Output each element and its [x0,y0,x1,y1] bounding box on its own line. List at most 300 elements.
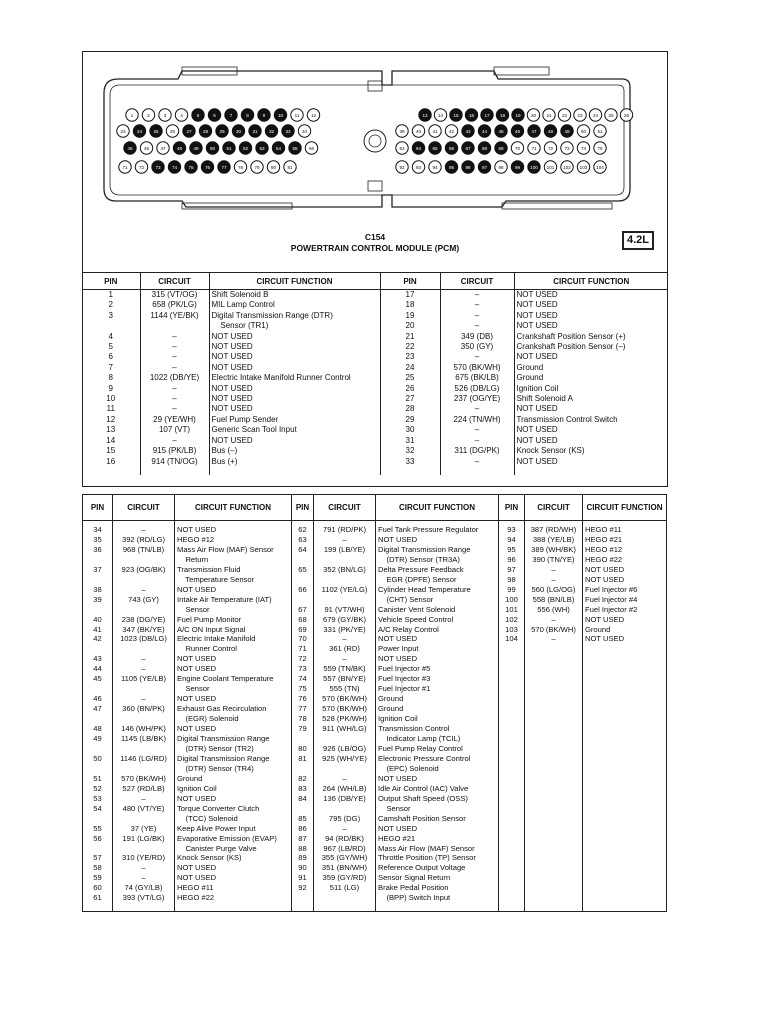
function-cell: NOT USED [514,457,668,467]
empty-cell [314,903,376,911]
function-cell: Digital Transmission Range [175,754,292,764]
pin-cell: 89 [292,853,314,863]
function-cell [583,644,667,654]
pin-cell: 29 [380,415,440,425]
circuit-cell: – [440,352,514,362]
circuit-cell: 1146 (LG/RD) [113,754,175,764]
connector-pin-label: 80 [270,164,277,170]
circuit-cell [314,764,376,774]
circuit-cell [113,714,175,724]
circuit-cell: – [140,363,209,373]
table-row [82,436,668,446]
function-cell: NOT USED [175,873,292,883]
connector-pin-label: 71 [531,145,537,151]
pin-cell: 26 [380,384,440,394]
circuit-cell [525,774,583,784]
connector-pin-label: 103 [579,164,588,170]
table-row [83,545,667,555]
circuit-cell: 556 (WH) [525,605,583,615]
pin-cell [499,873,525,883]
pin-cell: 62 [292,521,314,535]
pin-cell: 69 [292,625,314,635]
circuit-cell: 926 (LB/OG) [314,744,376,754]
function-cell: NOT USED [583,565,667,575]
pin-cell: 20 [380,321,440,331]
pin-cell: 18 [380,300,440,310]
circuit-cell: 570 (BK/WH) [113,774,175,784]
circuit-cell [113,744,175,754]
connector-pin-label: 9 [262,112,266,118]
function-cell: NOT USED [175,694,292,704]
circuit-cell: 351 (BN/WH) [314,863,376,873]
header-circuit: CIRCUIT [113,495,175,521]
connector-pin-label: 71 [122,164,128,170]
function-cell: (BPP) Switch Input [376,893,499,903]
pin-cell: 17 [380,290,440,301]
connector-pin-label: 78 [237,164,244,170]
table-row [82,446,668,456]
connector-pin-label: 34 [301,128,308,134]
bottom-latch-left [182,203,292,209]
connector-pin-label: 45 [498,128,504,134]
function-cell: (DTR) Sensor (TR4) [175,764,292,774]
connector-key-bottom [368,181,382,191]
connector-pin-label: 47 [531,128,537,134]
connector-pin-label: 74 [171,164,178,170]
pin-cell: 33 [380,457,440,467]
circuit-cell: 1105 (YE/LB) [113,674,175,684]
pin-cell: 74 [292,674,314,684]
circuit-cell: 393 (VT/LG) [113,893,175,903]
connector-pin-label: 25 [608,112,614,118]
pin-cell: 100 [499,595,525,605]
function-cell: Throttle Position (TP) Sensor [376,853,499,863]
connector-pin-label: 65 [432,145,438,151]
pin-cell: 61 [93,893,102,903]
pin-cell: 71 [292,644,314,654]
circuit-cell: 350 (GY) [440,342,514,352]
connector-pin-label: 7 [229,112,233,118]
circuit-cell: 91 (VT/WH) [314,605,376,615]
function-cell: NOT USED [175,794,292,804]
function-cell: Sensor [175,684,292,694]
connector-pin-label: 6 [213,112,216,118]
pin-cell [499,704,525,714]
connector-pin-label: 52 [242,145,249,151]
connector-pin-label: 104 [596,164,604,170]
function-cell: Vehicle Speed Control [376,615,499,625]
function-cell: (DTR) Sensor (TR3A) [376,555,499,565]
function-cell: NOT USED [175,863,292,873]
circuit-cell: 527 (RD/LB) [113,784,175,794]
circuit-cell: – [140,342,209,352]
table-row [83,664,667,674]
connector-pin-label: 26 [623,112,630,118]
table-row [83,794,667,804]
circuit-cell: 915 (PK/LB) [140,446,209,456]
table-row [83,575,667,585]
circuit-cell: – [314,774,376,784]
connector-pin-label: 50 [580,128,587,134]
pin-table-2 [82,494,667,912]
connector-pin-label: 44 [481,128,488,134]
pin-cell: 70 [292,634,314,644]
pin-cell: 72 [292,654,314,664]
circuit-cell [525,734,583,744]
function-cell: Sensor [376,804,499,814]
function-cell: NOT USED [209,404,380,414]
connector-pin-label: 70 [514,145,521,151]
connector-pin-label: 94 [432,164,438,170]
function-cell: Fuel Injector #1 [376,684,499,694]
connector-pin-label: 39 [399,128,405,134]
pin-cell: 87 [292,834,314,844]
header-function: CIRCUIT FUNCTION [376,495,499,521]
circuit-cell [314,555,376,565]
function-cell [583,824,667,834]
pin-cell: 30 [380,425,440,435]
function-cell: NOT USED [514,321,668,331]
function-cell: Evaporative Emission (EVAP) [175,834,292,844]
circuit-cell: – [140,394,209,404]
table-row [83,863,667,873]
function-cell: Fuel Injector #4 [583,595,667,605]
circuit-cell [525,834,583,844]
circuit-cell [140,321,209,331]
circuit-cell [113,814,175,824]
function-cell [583,774,667,784]
pin-cell [83,684,113,694]
table-row [83,814,667,824]
header-circuit: CIRCUIT [314,495,376,521]
table-row [82,415,668,425]
circuit-cell: 37 (YE) [113,824,175,834]
function-cell: Engine Coolant Temperature [175,674,292,684]
table-row [83,834,667,844]
pin-cell: 14 [106,435,116,445]
pin-cell: 4 [108,331,113,341]
connector-pin-label: 16 [468,112,475,118]
function-cell: Digital Transmission Range [376,545,499,555]
circuit-cell: 136 (DB/YE) [314,794,376,804]
function-cell: A/C Relay Control [376,625,499,635]
circuit-cell: 107 (VT) [140,425,209,435]
table-row [82,394,668,404]
circuit-cell: – [314,634,376,644]
connector-pin-label: 5 [196,112,200,118]
pin-cell: 56 [93,833,102,843]
connector-pin-label: 21 [546,112,552,118]
header-pin: PIN [380,273,440,290]
function-cell [583,724,667,734]
function-cell: Ignition Coil [175,784,292,794]
header-function: CIRCUIT FUNCTION [583,495,667,521]
circuit-cell: 1023 (DB/LG) [113,634,175,644]
function-cell [583,734,667,744]
circuit-cell [113,764,175,774]
table-row [83,873,667,883]
function-cell: Transmission Control [376,724,499,734]
pin-cell: 68 [292,615,314,625]
pin-cell: 51 [93,773,102,783]
pin-cell: 6 [108,352,113,362]
pin-cell: 46 [93,694,102,704]
function-cell: NOT USED [583,575,667,585]
connector-pin-label: 32 [268,128,275,134]
pin-cell [83,764,113,774]
pin-cell: 12 [106,414,116,424]
function-cell: NOT USED [583,615,667,625]
pin-cell [499,644,525,654]
pin-cell: 40 [93,614,102,624]
circuit-cell [525,644,583,654]
circuit-cell: 914 (TN/OG) [140,457,209,467]
circuit-cell: 570 (BK/WH) [525,625,583,635]
function-cell: NOT USED [175,724,292,734]
circuit-cell: 511 (LG) [314,883,376,893]
function-cell: NOT USED [209,436,380,446]
function-cell: NOT USED [514,436,668,446]
pin-cell: 86 [292,824,314,834]
circuit-cell: 360 (BN/PK) [113,704,175,714]
header-pin: PIN [292,495,314,521]
table-row [82,457,668,467]
circuit-cell: – [525,575,583,585]
function-cell: Runner Control [175,644,292,654]
function-cell [583,863,667,873]
pin-cell: 54 [93,803,102,813]
circuit-cell [525,863,583,873]
table-row [82,342,668,352]
pin-cell: 53 [93,793,102,803]
function-cell: Knock Sensor (KS) [514,446,668,456]
pin-cell: 84 [292,794,314,804]
pin-cell [499,834,525,844]
function-cell: Ignition Coil [376,714,499,724]
function-cell: HEGO #12 [175,535,292,545]
circuit-cell: – [525,634,583,644]
pin-cell: 11 [106,404,115,414]
connector-pin-label: 2 [147,112,150,118]
pin-cell: 50 [93,753,102,763]
pin-cell: 103 [499,625,525,635]
connector-pin-label: 68 [481,145,488,151]
circuit-cell: 199 (LB/YE) [314,545,376,555]
circuit-cell: 352 (BN/LG) [314,565,376,575]
pin-cell: 45 [93,674,102,684]
function-cell: NOT USED [514,311,668,321]
empty-cell [140,467,209,475]
connector-pin-label: 41 [432,128,438,134]
circuit-cell [314,575,376,585]
pin-cell: 31 [380,436,440,446]
pin-cell [292,764,314,774]
table-row [83,555,667,565]
pin-cell: 91 [292,873,314,883]
function-cell [583,844,667,854]
circuit-cell: 389 (WH/BK) [525,545,583,555]
pin-cell: 19 [380,311,440,321]
connector-pin-label: 29 [219,128,225,134]
function-cell: Cylinder Head Temperature [376,585,499,595]
function-cell: Shift Solenoid A [514,394,668,404]
function-cell: NOT USED [175,654,292,664]
function-cell: HEGO #22 [583,555,667,565]
function-cell: HEGO #21 [583,535,667,545]
circuit-cell: 311 (DG/PK) [440,446,514,456]
function-cell: Ground [175,774,292,784]
header-pin: PIN [499,495,525,521]
center-bolt-outer [364,130,386,152]
table-row [83,535,667,545]
circuit-cell: – [140,384,209,394]
pin-cell [499,844,525,854]
pin-cell [292,595,314,605]
circuit-cell: 923 (OG/BK) [113,565,175,575]
function-cell: Fuel Pump Relay Control [376,744,499,754]
function-cell: Intake Air Temperature (IAT) [175,595,292,605]
table-row [83,595,667,605]
function-cell [583,694,667,704]
table-row [83,824,667,834]
connector-pin-label: 14 [437,112,444,118]
circuit-cell: 355 (GY/WH) [314,853,376,863]
empty-cell [525,903,583,911]
pin-cell: 16 [106,456,116,466]
pin-cell [499,664,525,674]
empty-cell [514,467,668,475]
pin-cell [83,744,113,754]
empty-cell [209,467,380,475]
pin-cell: 8 [108,373,113,383]
connector-pin-label: 77 [221,164,227,170]
function-cell: Power Input [376,644,499,654]
circuit-cell: 560 (LG/OG) [525,585,583,595]
connector-pin-label: 33 [285,128,291,134]
circuit-cell [525,784,583,794]
function-cell: HEGO #22 [175,893,292,903]
table-row [83,844,667,854]
function-cell: HEGO #11 [175,883,292,893]
table-row [82,321,668,331]
connector-pin-label: 4 [180,112,183,118]
connector-pin-label: 17 [484,112,490,118]
function-cell: Canister Purge Valve [175,844,292,854]
connector-pin-label: 46 [514,128,521,134]
pin-cell [83,844,113,854]
circuit-cell: 559 (TN/BK) [314,664,376,674]
function-cell: Fuel Pump Monitor [175,615,292,625]
header-pin: PIN [83,495,113,521]
circuit-cell [525,724,583,734]
function-cell: Ground [583,625,667,635]
function-cell: Fuel Injector #5 [376,664,499,674]
table-row [83,684,667,694]
connector-pin-label: 76 [204,164,211,170]
circuit-cell [113,684,175,694]
pin-cell: 25 [380,373,440,383]
connector-pin-label: 69 [498,145,504,151]
function-cell: Fuel Injector #3 [376,674,499,684]
pin-cell: 102 [499,615,525,625]
pin-cell: 49 [93,734,102,744]
pin-cell: 23 [380,352,440,362]
empty-cell [113,903,175,911]
function-cell: (EGR) Solenoid [175,714,292,724]
pin-cell [292,804,314,814]
circuit-cell [113,844,175,854]
function-cell: Mass Air Flow (MAF) Sensor [376,844,499,854]
function-cell [583,674,667,684]
pin-cell [83,605,113,615]
circuit-cell [525,744,583,754]
function-cell: Electronic Pressure Control [376,754,499,764]
engine-badge: 4.2L [622,231,654,250]
function-cell: Sensor (TR1) [209,321,380,331]
function-cell: Ground [514,363,668,373]
pin-cell: 81 [292,754,314,764]
function-cell: Canister Vent Solenoid [376,605,499,615]
connector-pin-label: 56 [308,145,315,151]
function-cell: Sensor Signal Return [376,873,499,883]
connector-pin-label: 20 [530,112,537,118]
circuit-cell: 359 (GY/RD) [314,873,376,883]
circuit-cell: 911 (WH/LG) [314,724,376,734]
pin-cell: 28 [380,404,440,414]
module-name: POWERTRAIN CONTROL MODULE (PCM) [290,243,460,253]
pin-cell [499,684,525,694]
connector-pin-label: 75 [188,164,194,170]
empty-cell [376,903,499,911]
pin-cell: 73 [292,664,314,674]
pin-cell [499,654,525,664]
circuit-cell: 675 (BK/LB) [440,373,514,383]
pin-cell: 22 [380,342,440,352]
circuit-cell: 558 (BN/LB) [525,595,583,605]
circuit-cell [525,664,583,674]
table-row [83,774,667,784]
function-cell: Ground [376,694,499,704]
connector-outline [104,71,630,207]
connector-pin-label: 23 [577,112,583,118]
empty-cell [83,903,113,911]
pin-cell: 80 [292,744,314,754]
header-circuit: CIRCUIT [525,495,583,521]
circuit-cell [113,555,175,565]
pin-cell: 96 [499,555,525,565]
circuit-cell: 94 (RD/BK) [314,834,376,844]
empty-cell [499,903,525,911]
circuit-cell [525,684,583,694]
pin-cell: 58 [93,863,102,873]
empty-cell [82,467,140,475]
empty-cell [440,467,514,475]
connector-pin-label: 26 [169,128,176,134]
connector-pin-label: 31 [252,128,258,134]
circuit-cell: 237 (OG/YE) [440,394,514,404]
pin-cell [499,764,525,774]
pin-cell: 67 [292,605,314,615]
center-bolt-inner [369,135,381,147]
table-row [82,311,668,321]
function-cell: (DTR) Sensor (TR2) [175,744,292,754]
function-cell: Camshaft Position Sensor [376,814,499,824]
function-cell: Ground [376,704,499,714]
function-cell: NOT USED [376,774,499,784]
connector-pin-label: 50 [209,145,216,151]
circuit-cell: – [525,565,583,575]
pin-cell: 34 [93,525,102,534]
